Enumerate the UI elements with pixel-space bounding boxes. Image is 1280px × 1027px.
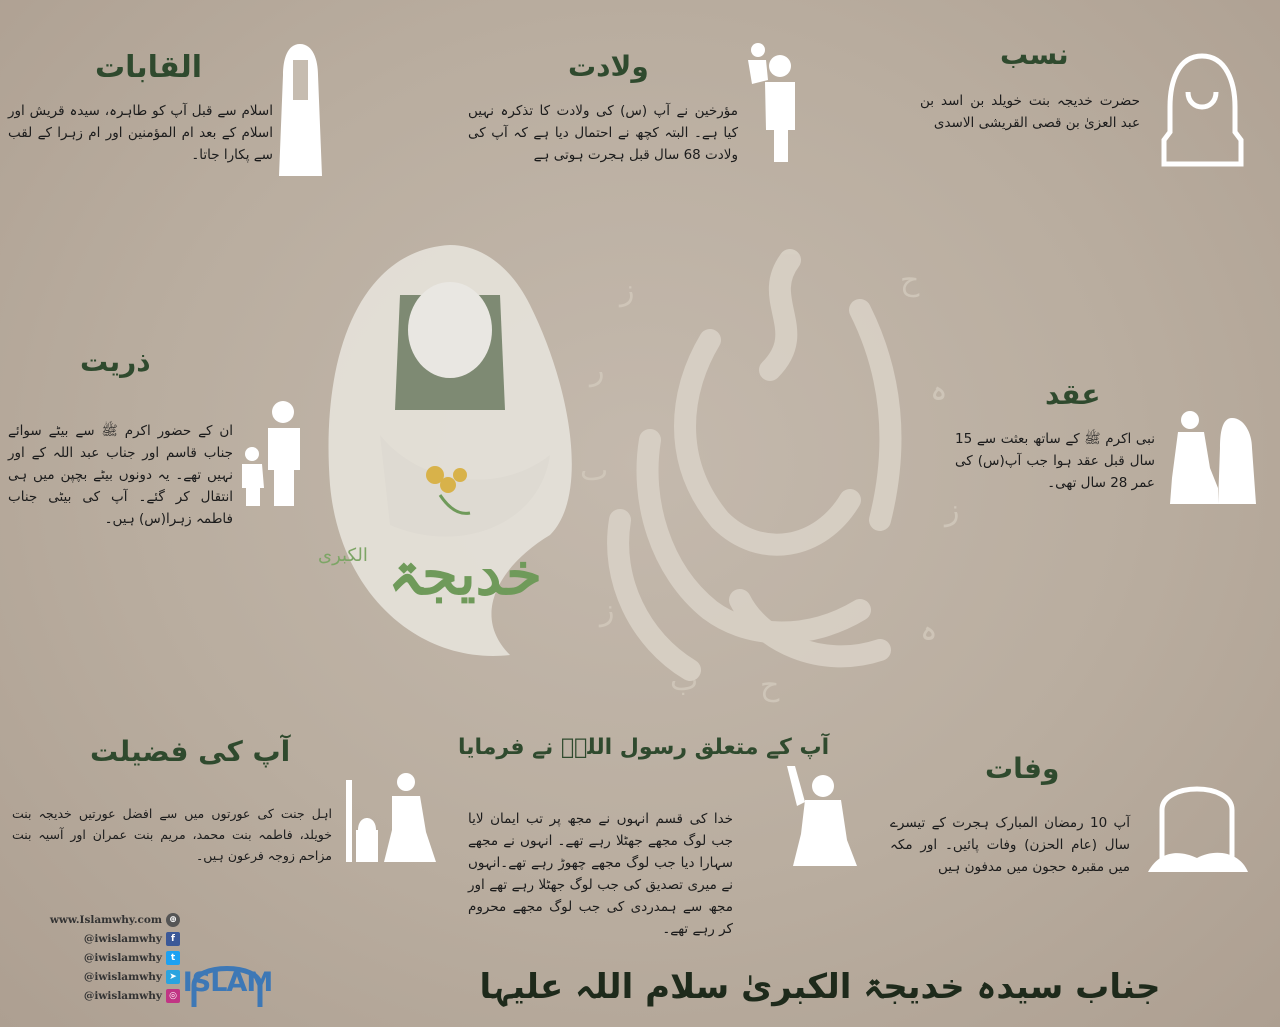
veiled-figure-illustration [300, 235, 600, 675]
farmaya-heading: آپ کے متعلق رسول اللہؐ نے فرمایا [458, 735, 830, 760]
woman-praying-mosque-icon [340, 770, 440, 865]
svg-text:ہ: ہ [920, 613, 938, 648]
wiladat-text: مؤرخین نے آپ (س) کی ولادت کا تذکرہ نہیں کیا ہے۔ البتہ کچھ نے احتمال دیا ہے کہ آپ کی ولادت 68 سال قبل ہجرت ہوتی ہے [468, 103, 738, 163]
telegram-handle[interactable]: @iwislamwhy [83, 970, 162, 983]
zurriyat-text: ان کے حضور اکرم ﷺ سے بیٹے سوائے جناب قاسم اور جناب عبد اللہ کے اور نہیں تھے۔ یہ دونوں بیٹے بچپن میں ہی انتقال کر گئے۔ آپ کی بیٹی جناب فاطمہ زہرا(س) ہیں۔ [8, 423, 233, 527]
twitter-row[interactable] [40, 948, 180, 967]
website-row[interactable] [40, 910, 180, 929]
fazilat-text: اہل جنت کی عورتوں میں سے افضل عورتیں خدیجہ بنت خویلد، فاطمہ بنت محمد، مریم بنت عمران اور آسیہ بنت مزاحم زوجہ فرعون ہیں۔ [12, 806, 332, 863]
nasab-heading: نسب [1000, 38, 1069, 71]
khadija-suffix: الکبری [318, 545, 368, 566]
footer-social [40, 910, 180, 1005]
telegram-icon: ➤ [166, 970, 180, 984]
logo-text: ISLAM [182, 967, 273, 998]
svg-text:ہ: ہ [930, 373, 948, 408]
svg-text:ح: ح [760, 668, 780, 703]
svg-text:ٮ: ٮ [580, 453, 609, 488]
svg-text:ز: ز [600, 593, 615, 628]
facebook-icon: f [166, 932, 180, 946]
facebook-row[interactable] [40, 929, 180, 948]
facebook-handle[interactable]: @iwislamwhy [83, 932, 162, 945]
farmaya-text: خدا کی قسم انہوں نے مجھ پر تب ایمان لایا جب لوگ مجھے جھٹلا رہے تھے۔ انہوں نے مجھے سہارا دیا جب لوگ مجھے چھوڑ رہے تھے۔انہوں نے میری تصدیق کی جب لوگ جھٹلا رہے تھے اور مجھ سے ہمدردی کی جب لوگ مجھے محروم کر رہے تھے۔ [468, 811, 733, 937]
svg-text:ر: ر [590, 353, 605, 388]
instagram-handle[interactable]: @iwislamwhy [83, 989, 162, 1002]
svg-text:ح: ح [900, 263, 920, 298]
globe-icon: ⊕ [166, 913, 180, 927]
veiled-woman-icon [1160, 52, 1245, 167]
parent-with-baby-icon [740, 40, 805, 165]
fazilat-heading: آپ کی فضیلت [90, 735, 291, 768]
calligraphy-artwork [560, 220, 980, 710]
wafat-text: آپ 10 رمضان المبارک ہجرت کے تیسرے سال (عام الحزن) وفات پائیں۔ اور مکہ میں مقبرہ حجون میں مدفون ہیں [890, 815, 1130, 875]
instagram-row[interactable] [40, 986, 180, 1005]
zurriyat-heading: ذریت [80, 345, 151, 378]
alqabat-text: اسلام سے قبل آپ کو طاہرہ، سیدہ قریش اور اسلام کے بعد ام المؤمنین اور ام زہرا کے لقب سے پکارا جاتا۔ [8, 103, 273, 163]
aqd-text: نبی اکرم ﷺ کے ساتھ بعثت سے 15 سال قبل عقد ہوا جب آپ(س) کی عمر 28 سال تھی۔ [955, 431, 1155, 491]
page-title: جناب سیدہ خدیجۃ الکبریٰ سلام اللہ علیہا [479, 967, 1161, 1007]
svg-text:ز: ز [620, 273, 635, 308]
praying-couple-icon [1160, 408, 1260, 508]
woman-in-hijab-icon [273, 40, 328, 180]
wafat-heading: وفات [985, 752, 1060, 785]
khadija-calligraphy: خدیجۃ [388, 540, 542, 608]
praying-man-icon [775, 760, 865, 870]
website-link[interactable]: www.Islamwhy.com [49, 913, 162, 926]
alqabat-heading: القابات [95, 50, 203, 85]
twitter-handle[interactable]: @iwislamwhy [83, 951, 162, 964]
twitter-icon: t [166, 951, 180, 965]
nasab-text: حضرت خدیجہ بنت خویلد بن اسد بن عبد العزیٰ بن قصی القریشی الاسدی [920, 93, 1140, 131]
svg-text:ب: ب [670, 663, 699, 698]
telegram-row[interactable] [40, 967, 180, 986]
wiladat-heading: ولادت [568, 50, 649, 83]
parent-with-child-icon [238, 398, 308, 508]
aqd-heading: عقد [1045, 378, 1101, 411]
islamwhy-logo[interactable] [180, 955, 275, 1015]
instagram-icon: ◎ [166, 989, 180, 1003]
svg-text:ز: ز [945, 493, 960, 528]
grave-icon [1140, 770, 1255, 880]
